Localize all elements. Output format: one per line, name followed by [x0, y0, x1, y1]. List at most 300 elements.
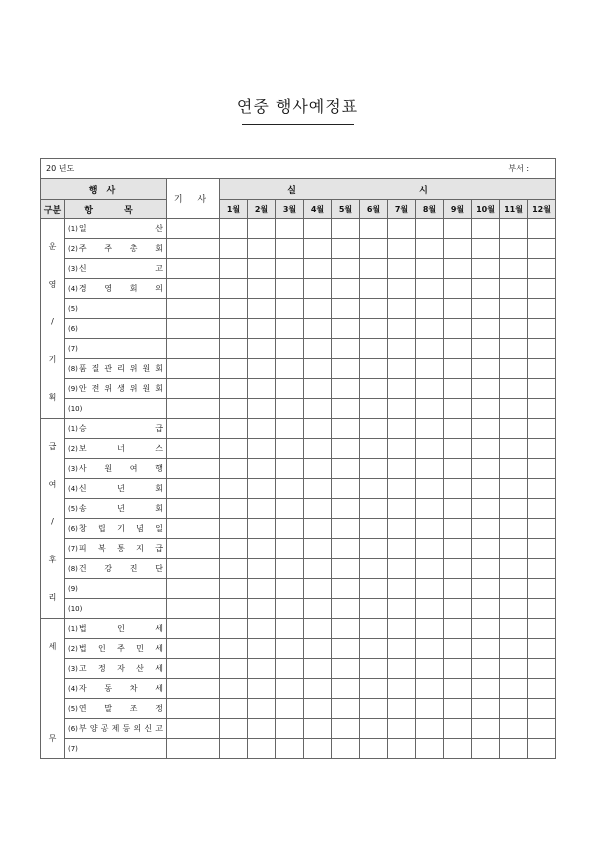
item-cell[interactable]: [65, 699, 167, 719]
item-cell[interactable]: [65, 499, 167, 519]
month-cell[interactable]: [304, 239, 332, 259]
month-cell[interactable]: [304, 259, 332, 279]
month-cell[interactable]: [304, 399, 332, 419]
month-cell[interactable]: [444, 559, 472, 579]
month-cell[interactable]: [388, 679, 416, 699]
month-cell[interactable]: [472, 279, 500, 299]
month-cell[interactable]: [332, 679, 360, 699]
month-cell[interactable]: [500, 319, 528, 339]
month-cell[interactable]: [332, 259, 360, 279]
month-cell[interactable]: [276, 699, 304, 719]
month-cell[interactable]: [304, 459, 332, 479]
month-cell[interactable]: [220, 239, 248, 259]
month-cell[interactable]: [528, 599, 556, 619]
item-cell[interactable]: [65, 459, 167, 479]
month-cell[interactable]: [276, 559, 304, 579]
month-cell[interactable]: [332, 719, 360, 739]
month-cell[interactable]: [360, 639, 388, 659]
month-cell[interactable]: [304, 439, 332, 459]
month-cell[interactable]: [500, 619, 528, 639]
month-cell[interactable]: [500, 639, 528, 659]
month-cell[interactable]: [332, 579, 360, 599]
month-cell[interactable]: [500, 219, 528, 239]
month-cell[interactable]: [444, 359, 472, 379]
item-cell[interactable]: [65, 679, 167, 699]
month-cell[interactable]: [360, 579, 388, 599]
month-cell[interactable]: [444, 699, 472, 719]
month-cell[interactable]: [248, 339, 276, 359]
month-cell[interactable]: [472, 459, 500, 479]
note-cell[interactable]: [167, 679, 220, 699]
month-cell[interactable]: [360, 679, 388, 699]
month-cell[interactable]: [528, 719, 556, 739]
month-cell[interactable]: [276, 279, 304, 299]
month-cell[interactable]: [500, 359, 528, 379]
month-cell[interactable]: [500, 739, 528, 759]
note-cell[interactable]: [167, 359, 220, 379]
month-cell[interactable]: [528, 439, 556, 459]
month-cell[interactable]: [220, 519, 248, 539]
note-cell[interactable]: [167, 379, 220, 399]
month-cell[interactable]: [332, 739, 360, 759]
month-cell[interactable]: [416, 559, 444, 579]
month-cell[interactable]: [416, 639, 444, 659]
month-cell[interactable]: [444, 419, 472, 439]
month-cell[interactable]: [360, 379, 388, 399]
item-cell[interactable]: [65, 219, 167, 239]
month-cell[interactable]: [388, 519, 416, 539]
month-cell[interactable]: [220, 579, 248, 599]
month-cell[interactable]: [220, 399, 248, 419]
month-cell[interactable]: [500, 499, 528, 519]
month-cell[interactable]: [500, 479, 528, 499]
month-cell[interactable]: [276, 619, 304, 639]
month-cell[interactable]: [360, 399, 388, 419]
month-cell[interactable]: [220, 439, 248, 459]
month-cell[interactable]: [220, 679, 248, 699]
month-cell[interactable]: [416, 619, 444, 639]
month-cell[interactable]: [444, 599, 472, 619]
month-cell[interactable]: [248, 679, 276, 699]
month-cell[interactable]: [500, 719, 528, 739]
month-cell[interactable]: [332, 479, 360, 499]
month-cell[interactable]: [528, 419, 556, 439]
month-cell[interactable]: [472, 399, 500, 419]
month-cell[interactable]: [416, 279, 444, 299]
month-cell[interactable]: [472, 379, 500, 399]
month-cell[interactable]: [276, 339, 304, 359]
month-cell[interactable]: [500, 339, 528, 359]
month-cell[interactable]: [248, 659, 276, 679]
month-cell[interactable]: [360, 559, 388, 579]
month-cell[interactable]: [500, 379, 528, 399]
item-cell[interactable]: [65, 319, 167, 339]
month-cell[interactable]: [472, 599, 500, 619]
month-cell[interactable]: [528, 259, 556, 279]
month-cell[interactable]: [248, 299, 276, 319]
month-cell[interactable]: [388, 319, 416, 339]
month-cell[interactable]: [248, 519, 276, 539]
month-cell[interactable]: [360, 219, 388, 239]
month-cell[interactable]: [248, 359, 276, 379]
month-cell[interactable]: [472, 539, 500, 559]
month-cell[interactable]: [276, 459, 304, 479]
note-cell[interactable]: [167, 339, 220, 359]
month-cell[interactable]: [528, 219, 556, 239]
item-cell[interactable]: [65, 259, 167, 279]
month-cell[interactable]: [276, 659, 304, 679]
month-cell[interactable]: [220, 699, 248, 719]
item-cell[interactable]: [65, 339, 167, 359]
item-cell[interactable]: [65, 559, 167, 579]
month-cell[interactable]: [388, 459, 416, 479]
month-cell[interactable]: [388, 219, 416, 239]
month-cell[interactable]: [500, 579, 528, 599]
month-cell[interactable]: [472, 239, 500, 259]
month-cell[interactable]: [472, 439, 500, 459]
month-cell[interactable]: [528, 399, 556, 419]
month-cell[interactable]: [220, 619, 248, 639]
month-cell[interactable]: [500, 399, 528, 419]
item-cell[interactable]: [65, 379, 167, 399]
month-cell[interactable]: [416, 719, 444, 739]
month-cell[interactable]: [248, 399, 276, 419]
month-cell[interactable]: [276, 299, 304, 319]
month-cell[interactable]: [472, 679, 500, 699]
month-cell[interactable]: [444, 439, 472, 459]
month-cell[interactable]: [332, 319, 360, 339]
month-cell[interactable]: [276, 259, 304, 279]
month-cell[interactable]: [360, 459, 388, 479]
month-cell[interactable]: [388, 299, 416, 319]
month-cell[interactable]: [304, 499, 332, 519]
month-cell[interactable]: [360, 359, 388, 379]
month-cell[interactable]: [528, 639, 556, 659]
item-cell[interactable]: [65, 419, 167, 439]
month-cell[interactable]: [332, 419, 360, 439]
month-cell[interactable]: [444, 499, 472, 519]
item-cell[interactable]: [65, 399, 167, 419]
month-cell[interactable]: [388, 739, 416, 759]
month-cell[interactable]: [528, 339, 556, 359]
month-cell[interactable]: [304, 639, 332, 659]
month-cell[interactable]: [276, 399, 304, 419]
month-cell[interactable]: [332, 219, 360, 239]
month-cell[interactable]: [276, 579, 304, 599]
month-cell[interactable]: [360, 439, 388, 459]
month-cell[interactable]: [388, 659, 416, 679]
month-cell[interactable]: [248, 419, 276, 439]
item-cell[interactable]: [65, 739, 167, 759]
month-cell[interactable]: [500, 439, 528, 459]
month-cell[interactable]: [276, 519, 304, 539]
month-cell[interactable]: [416, 479, 444, 499]
note-cell[interactable]: [167, 299, 220, 319]
month-cell[interactable]: [444, 639, 472, 659]
month-cell[interactable]: [388, 699, 416, 719]
month-cell[interactable]: [332, 639, 360, 659]
month-cell[interactable]: [248, 619, 276, 639]
month-cell[interactable]: [276, 599, 304, 619]
month-cell[interactable]: [444, 319, 472, 339]
month-cell[interactable]: [528, 619, 556, 639]
item-cell[interactable]: [65, 359, 167, 379]
month-cell[interactable]: [444, 399, 472, 419]
month-cell[interactable]: [220, 559, 248, 579]
month-cell[interactable]: [304, 359, 332, 379]
month-cell[interactable]: [304, 559, 332, 579]
month-cell[interactable]: [276, 639, 304, 659]
month-cell[interactable]: [472, 639, 500, 659]
month-cell[interactable]: [528, 539, 556, 559]
month-cell[interactable]: [388, 559, 416, 579]
month-cell[interactable]: [416, 419, 444, 439]
month-cell[interactable]: [332, 339, 360, 359]
month-cell[interactable]: [304, 539, 332, 559]
month-cell[interactable]: [416, 219, 444, 239]
month-cell[interactable]: [416, 679, 444, 699]
item-cell[interactable]: [65, 579, 167, 599]
month-cell[interactable]: [500, 559, 528, 579]
month-cell[interactable]: [360, 739, 388, 759]
item-cell[interactable]: [65, 719, 167, 739]
month-cell[interactable]: [472, 479, 500, 499]
month-cell[interactable]: [304, 519, 332, 539]
month-cell[interactable]: [500, 459, 528, 479]
month-cell[interactable]: [276, 719, 304, 739]
month-cell[interactable]: [304, 299, 332, 319]
month-cell[interactable]: [360, 499, 388, 519]
month-cell[interactable]: [444, 259, 472, 279]
month-cell[interactable]: [416, 519, 444, 539]
month-cell[interactable]: [304, 319, 332, 339]
month-cell[interactable]: [472, 419, 500, 439]
month-cell[interactable]: [472, 299, 500, 319]
month-cell[interactable]: [220, 279, 248, 299]
month-cell[interactable]: [332, 519, 360, 539]
note-cell[interactable]: [167, 279, 220, 299]
month-cell[interactable]: [528, 559, 556, 579]
item-cell[interactable]: [65, 299, 167, 319]
month-cell[interactable]: [528, 359, 556, 379]
item-cell[interactable]: [65, 639, 167, 659]
note-cell[interactable]: [167, 699, 220, 719]
month-cell[interactable]: [528, 379, 556, 399]
month-cell[interactable]: [220, 339, 248, 359]
month-cell[interactable]: [304, 379, 332, 399]
month-cell[interactable]: [360, 519, 388, 539]
month-cell[interactable]: [500, 599, 528, 619]
month-cell[interactable]: [528, 579, 556, 599]
month-cell[interactable]: [248, 379, 276, 399]
month-cell[interactable]: [276, 479, 304, 499]
month-cell[interactable]: [332, 379, 360, 399]
month-cell[interactable]: [304, 219, 332, 239]
month-cell[interactable]: [304, 579, 332, 599]
month-cell[interactable]: [220, 479, 248, 499]
month-cell[interactable]: [276, 379, 304, 399]
month-cell[interactable]: [472, 259, 500, 279]
note-cell[interactable]: [167, 319, 220, 339]
month-cell[interactable]: [528, 679, 556, 699]
month-cell[interactable]: [528, 499, 556, 519]
month-cell[interactable]: [416, 239, 444, 259]
month-cell[interactable]: [248, 279, 276, 299]
month-cell[interactable]: [444, 479, 472, 499]
month-cell[interactable]: [416, 739, 444, 759]
month-cell[interactable]: [220, 659, 248, 679]
month-cell[interactable]: [388, 379, 416, 399]
month-cell[interactable]: [248, 239, 276, 259]
note-cell[interactable]: [167, 559, 220, 579]
month-cell[interactable]: [388, 399, 416, 419]
month-cell[interactable]: [472, 719, 500, 739]
month-cell[interactable]: [416, 439, 444, 459]
month-cell[interactable]: [416, 339, 444, 359]
month-cell[interactable]: [220, 379, 248, 399]
month-cell[interactable]: [360, 239, 388, 259]
month-cell[interactable]: [472, 499, 500, 519]
month-cell[interactable]: [500, 279, 528, 299]
month-cell[interactable]: [388, 339, 416, 359]
month-cell[interactable]: [444, 459, 472, 479]
month-cell[interactable]: [360, 299, 388, 319]
month-cell[interactable]: [500, 239, 528, 259]
month-cell[interactable]: [388, 239, 416, 259]
month-cell[interactable]: [332, 499, 360, 519]
note-cell[interactable]: [167, 739, 220, 759]
month-cell[interactable]: [416, 599, 444, 619]
month-cell[interactable]: [500, 659, 528, 679]
month-cell[interactable]: [304, 479, 332, 499]
month-cell[interactable]: [500, 259, 528, 279]
month-cell[interactable]: [332, 239, 360, 259]
month-cell[interactable]: [220, 259, 248, 279]
month-cell[interactable]: [276, 219, 304, 239]
month-cell[interactable]: [528, 519, 556, 539]
month-cell[interactable]: [248, 319, 276, 339]
note-cell[interactable]: [167, 539, 220, 559]
month-cell[interactable]: [444, 219, 472, 239]
note-cell[interactable]: [167, 399, 220, 419]
month-cell[interactable]: [416, 359, 444, 379]
month-cell[interactable]: [220, 739, 248, 759]
month-cell[interactable]: [416, 579, 444, 599]
month-cell[interactable]: [360, 479, 388, 499]
month-cell[interactable]: [360, 419, 388, 439]
month-cell[interactable]: [472, 219, 500, 239]
month-cell[interactable]: [304, 699, 332, 719]
month-cell[interactable]: [332, 439, 360, 459]
month-cell[interactable]: [304, 739, 332, 759]
department-label[interactable]: 부서 :: [332, 159, 556, 179]
note-cell[interactable]: [167, 619, 220, 639]
month-cell[interactable]: [416, 459, 444, 479]
month-cell[interactable]: [528, 279, 556, 299]
month-cell[interactable]: [248, 499, 276, 519]
month-cell[interactable]: [472, 559, 500, 579]
month-cell[interactable]: [220, 719, 248, 739]
month-cell[interactable]: [360, 619, 388, 639]
month-cell[interactable]: [472, 319, 500, 339]
month-cell[interactable]: [276, 439, 304, 459]
month-cell[interactable]: [388, 579, 416, 599]
month-cell[interactable]: [444, 679, 472, 699]
month-cell[interactable]: [500, 519, 528, 539]
month-cell[interactable]: [304, 599, 332, 619]
note-cell[interactable]: [167, 419, 220, 439]
month-cell[interactable]: [360, 659, 388, 679]
month-cell[interactable]: [276, 739, 304, 759]
month-cell[interactable]: [472, 339, 500, 359]
month-cell[interactable]: [248, 559, 276, 579]
month-cell[interactable]: [276, 419, 304, 439]
item-cell[interactable]: [65, 599, 167, 619]
month-cell[interactable]: [248, 539, 276, 559]
month-cell[interactable]: [332, 279, 360, 299]
month-cell[interactable]: [416, 319, 444, 339]
month-cell[interactable]: [388, 439, 416, 459]
month-cell[interactable]: [444, 719, 472, 739]
month-cell[interactable]: [388, 499, 416, 519]
month-cell[interactable]: [388, 419, 416, 439]
note-cell[interactable]: [167, 639, 220, 659]
month-cell[interactable]: [248, 719, 276, 739]
month-cell[interactable]: [388, 279, 416, 299]
month-cell[interactable]: [304, 719, 332, 739]
month-cell[interactable]: [444, 339, 472, 359]
item-cell[interactable]: [65, 659, 167, 679]
month-cell[interactable]: [472, 579, 500, 599]
month-cell[interactable]: [388, 619, 416, 639]
month-cell[interactable]: [276, 319, 304, 339]
month-cell[interactable]: [444, 579, 472, 599]
month-cell[interactable]: [304, 339, 332, 359]
item-cell[interactable]: [65, 479, 167, 499]
month-cell[interactable]: [332, 599, 360, 619]
note-cell[interactable]: [167, 719, 220, 739]
month-cell[interactable]: [220, 639, 248, 659]
month-cell[interactable]: [248, 439, 276, 459]
note-cell[interactable]: [167, 659, 220, 679]
note-cell[interactable]: [167, 599, 220, 619]
month-cell[interactable]: [528, 319, 556, 339]
month-cell[interactable]: [332, 539, 360, 559]
month-cell[interactable]: [528, 659, 556, 679]
month-cell[interactable]: [360, 339, 388, 359]
note-cell[interactable]: [167, 259, 220, 279]
month-cell[interactable]: [500, 679, 528, 699]
item-cell[interactable]: [65, 539, 167, 559]
month-cell[interactable]: [472, 739, 500, 759]
month-cell[interactable]: [220, 539, 248, 559]
month-cell[interactable]: [360, 279, 388, 299]
month-cell[interactable]: [444, 379, 472, 399]
month-cell[interactable]: [472, 659, 500, 679]
month-cell[interactable]: [444, 299, 472, 319]
month-cell[interactable]: [472, 699, 500, 719]
month-cell[interactable]: [416, 699, 444, 719]
month-cell[interactable]: [416, 659, 444, 679]
month-cell[interactable]: [332, 459, 360, 479]
month-cell[interactable]: [528, 479, 556, 499]
note-cell[interactable]: [167, 459, 220, 479]
month-cell[interactable]: [472, 619, 500, 639]
month-cell[interactable]: [444, 619, 472, 639]
month-cell[interactable]: [332, 699, 360, 719]
month-cell[interactable]: [304, 419, 332, 439]
month-cell[interactable]: [500, 539, 528, 559]
